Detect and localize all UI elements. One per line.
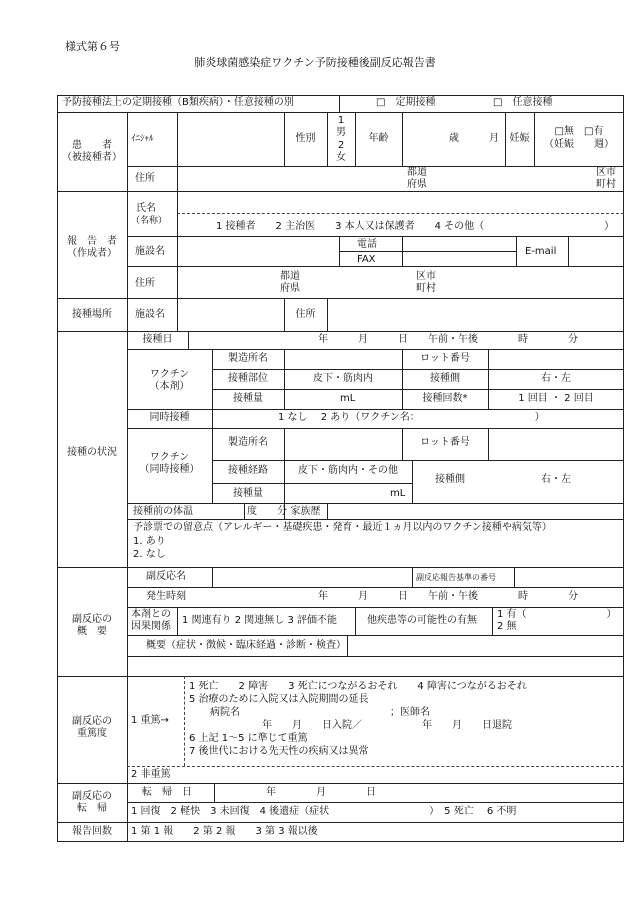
family-history-label: 家族歴 <box>290 506 321 517</box>
reporter-role-options[interactable]: 1 接種者 2 主治医 3 本人又は保護者 4 その他（ ） <box>216 221 615 232</box>
severity-section-sublabel: 重篤度 <box>77 728 107 739</box>
serious-option[interactable]: 1 重篤→ <box>131 715 169 726</box>
severity-line-7: 7 後世代における先天性の疾病又は異常 <box>189 746 369 757</box>
reaction-section-sublabel: 概 要 <box>77 626 107 637</box>
reporter-tel-label: 電話 <box>357 239 377 250</box>
pregnancy-label: 妊娠 <box>509 133 530 144</box>
injection-site-options[interactable]: 皮下・筋肉内 <box>313 373 373 384</box>
dose-label: 接種量 <box>233 393 263 404</box>
reaction-criteria-label: 副反応報告基準の番号 <box>416 573 496 582</box>
reporter-email-label: E-mail <box>525 246 557 257</box>
patient-section-sublabel: （被接種者） <box>62 152 122 163</box>
reaction-summary-label: 概要（症状・徴候・臨床経過・診断・検査） <box>146 640 346 651</box>
sex-option-male-num[interactable]: 1 <box>337 115 345 126</box>
reporter-city-2: 町村 <box>416 283 436 294</box>
report-count-label: 報告回数 <box>72 826 112 837</box>
venue-facility-label: 施設名 <box>135 309 165 320</box>
injection-side-options[interactable]: 右・左 <box>541 373 571 384</box>
dose-unit: mL <box>340 393 356 404</box>
pregnancy-options[interactable]: □無 □有 <box>554 126 604 137</box>
age-label: 年齢 <box>368 133 389 144</box>
patient-section-label: 患 者 <box>72 140 112 151</box>
causality-sublabel: 因果関係 <box>131 621 171 632</box>
screening-option-yes[interactable]: 1. あり <box>133 536 166 547</box>
con-manufacturer-label: 製造所名 <box>228 437 268 448</box>
reporter-section-sublabel: （作成者） <box>67 248 117 259</box>
concomitant-vaccine-sublabel: （同時接種） <box>139 464 200 475</box>
severity-hospital: 病院名 ；医師名 <box>210 707 430 718</box>
reporter-pref-2: 府県 <box>280 283 300 294</box>
outcome-options[interactable]: 1 回復 2 軽快 3 未回復 4 後遺症（症状 ） 5 死亡 6 不明 <box>131 806 517 817</box>
other-cause-no[interactable]: 2 無 <box>497 621 517 632</box>
outcome-date-value: 年 月 日 <box>266 787 376 798</box>
severity-section-label: 副反応の <box>72 716 112 727</box>
vaccination-date-value: 年 月 日 午前・午後 時 分 <box>318 334 578 345</box>
reporter-address-label: 住所 <box>135 278 155 289</box>
lot-number-label: ロット番号 <box>420 353 470 364</box>
patient-pref-2: 府県 <box>407 179 427 190</box>
manufacturer-label: 製造所名 <box>228 353 268 364</box>
patient-pref-1: 都道 <box>407 167 427 178</box>
reporter-facility-label: 施設名 <box>135 246 165 257</box>
onset-label: 発生時刻 <box>146 591 186 602</box>
reporter-pref-1: 都道 <box>280 271 300 282</box>
outcome-section-sublabel: 転 帰 <box>77 803 107 814</box>
voluntary-vaccination-checkbox[interactable]: □ 任意接種 <box>493 97 553 108</box>
onset-value: 年 月 日 午前・午後 時 分 <box>318 591 578 602</box>
concomitant-label: 同時接種 <box>149 412 190 423</box>
con-side-label: 接種側 <box>435 474 465 485</box>
dose-count-options[interactable]: 1 回目 ・ 2 回目 <box>518 393 594 404</box>
severity-dates: 年 月 日入院／ 年 月 日退院 <box>262 720 512 731</box>
sex-label: 性別 <box>295 133 316 144</box>
main-vaccine-sublabel: （本剤） <box>149 381 190 392</box>
patient-city-1: 区市 <box>596 167 616 178</box>
sex-option-male[interactable]: 男 <box>336 127 346 138</box>
patient-address-label: 住所 <box>135 173 155 184</box>
temperature-label: 接種前の体温 <box>133 506 193 517</box>
reaction-section-label: 副反応の <box>72 614 112 625</box>
con-lot-label: ロット番号 <box>420 437 470 448</box>
vaccination-type-label: 予防接種法上の定期接種（B類疾病）・任意接種の別 <box>62 97 294 108</box>
temperature-units: 度 分 <box>247 506 287 517</box>
route-options[interactable]: 皮下・筋肉内・その他 <box>298 465 398 476</box>
reporter-section-label: 報 告 者 <box>67 236 117 247</box>
reporter-name-label: 氏名 <box>136 203 156 214</box>
form-number: 様式第６号 <box>65 40 120 53</box>
age-units: 歳 月 <box>449 133 499 144</box>
dose-count-label: 接種回数* <box>422 393 468 404</box>
concomitant-options[interactable]: 1 なし 2 あり（ワクチン名： ） <box>278 412 545 423</box>
causality-options[interactable]: 1 関連有り 2 関連無し 3 評価不能 <box>182 615 337 626</box>
main-vaccine-label: ワクチン <box>149 369 190 380</box>
outcome-date-label: 転 帰 日 <box>142 787 192 798</box>
sex-option-female[interactable]: 女 <box>336 152 346 163</box>
page-title: 肺炎球菌感染症ワクチン予防接種後副反応報告書 <box>194 56 436 69</box>
con-dose-unit: mL <box>390 488 406 499</box>
regular-vaccination-checkbox[interactable]: □ 定期接種 <box>376 97 436 108</box>
other-cause-label: 他疾患等の可能性の有無 <box>367 615 477 626</box>
con-side-options[interactable]: 右・左 <box>541 474 571 485</box>
route-label: 接種経路 <box>228 465 268 476</box>
reporter-city-1: 区市 <box>416 271 436 282</box>
severity-line-1: 1 死亡 2 障害 3 死亡につながるおそれ 4 障害につながるおそれ <box>189 681 527 692</box>
non-serious-option[interactable]: 2 非重篤 <box>131 769 171 780</box>
reporter-name-sublabel: （名称） <box>131 216 168 226</box>
vaccination-section-label: 接種の状況 <box>67 447 117 458</box>
reaction-name-label: 副反応名 <box>146 571 186 582</box>
initials-label: ｲﾆｼｬﾙ <box>131 134 154 144</box>
sex-option-female-num[interactable]: 2 <box>337 140 345 151</box>
injection-site-label: 接種部位 <box>228 373 268 384</box>
causality-label: 本剤との <box>131 609 171 620</box>
severity-line-2: 5 治療のために入院又は入院期間の延長 <box>189 694 369 705</box>
reporter-fax-label: FAX <box>357 254 376 265</box>
other-cause-yes[interactable]: 1 有（ ） <box>497 609 617 620</box>
report-count-options[interactable]: 1 第 1 報 2 第 2 報 3 第 3 報以後 <box>131 826 318 837</box>
outcome-section-label: 副反応の <box>72 791 112 802</box>
con-dose-label: 接種量 <box>233 488 263 499</box>
venue-section-label: 接種場所 <box>72 309 112 320</box>
patient-city-2: 町村 <box>596 179 616 190</box>
vaccination-date-label: 接種日 <box>142 334 173 345</box>
severity-line-6: 6 上記 1〜5 に準じて重篤 <box>189 733 308 744</box>
screening-option-no[interactable]: 2. なし <box>133 549 166 560</box>
venue-address-label: 住所 <box>295 309 316 320</box>
pregnancy-weeks: （妊娠 週） <box>544 139 614 150</box>
injection-side-label: 接種側 <box>430 373 460 384</box>
concomitant-vaccine-label: ワクチン <box>149 452 190 463</box>
screening-notes-label: 予診票での留意点（アレルギー・基礎疾患・発育・最近１ヵ月以内のワクチン接種や病気等） <box>133 522 552 533</box>
